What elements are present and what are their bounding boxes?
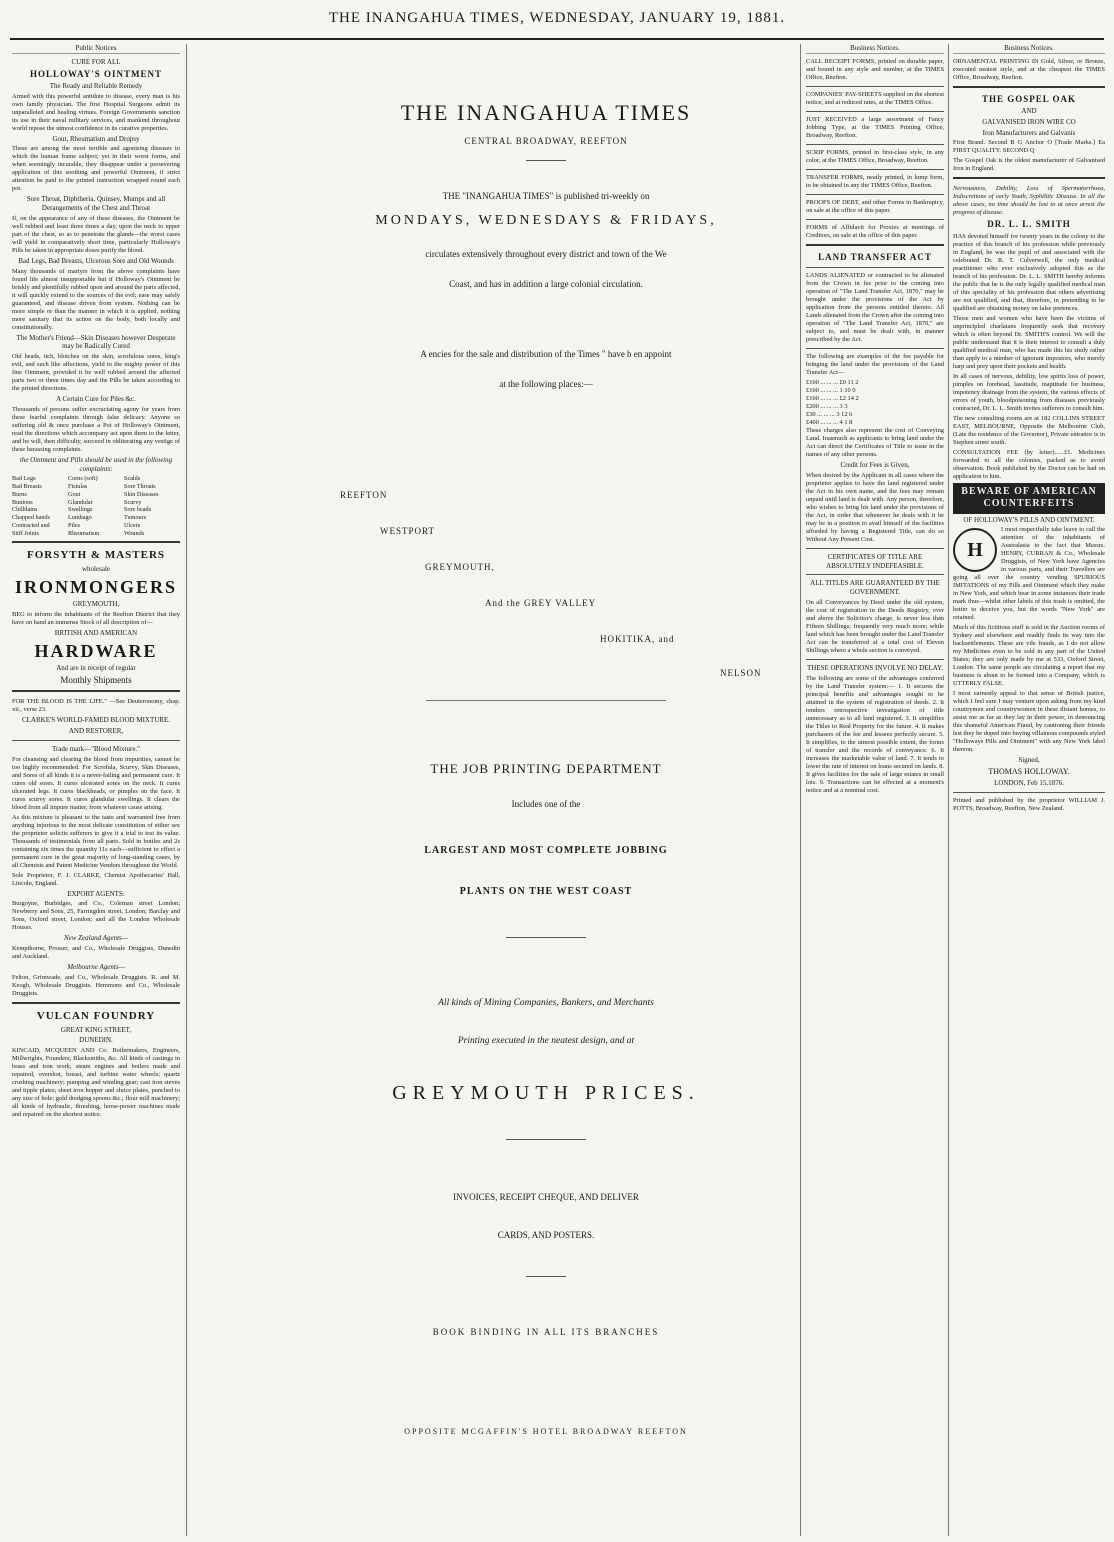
complaint-item: Skin Diseases: [124, 490, 159, 498]
vulcan-heading: VULCAN FOUNDRY: [36, 1009, 156, 1022]
hardware-heading: HARDWARE: [34, 640, 158, 661]
dr-smith-heading: DR. L. L. SMITH: [987, 219, 1071, 230]
col3-header: Business Notices.: [806, 44, 944, 54]
trade-mark-emblem-icon: H: [953, 528, 997, 572]
complaint-item: Chilblains: [12, 506, 38, 514]
credit-heading: Credit for Fees is Given,: [840, 461, 910, 469]
complaint-item: Scurvy: [124, 498, 142, 506]
place-nelson: NELSON: [720, 668, 762, 678]
complaint-item: Tumours: [124, 514, 147, 521]
great-king-label: GREAT KING STREET,: [60, 1025, 132, 1034]
dunedin-label: DUNEDIN.: [79, 1036, 113, 1045]
complaint-item: Burns: [12, 490, 27, 498]
iron-mf-label: Iron Manufacturers and Galvanis: [982, 128, 1076, 137]
col3-ad-5: TRANSFER FORMS, neatly printed, in lump form, to be obtained in any the TIMES Office, Reefton.: [806, 173, 944, 189]
complaint-item: Scalds: [124, 475, 141, 483]
left-para-12: KINCAID, MCQUEEN AND Co. Boilermakers, Engineers, Millwrights, Founders, Blacksmiths, &c. All kinds of castings in brass and iron work; steam engines and boilers made and repaired, overshot, breast, and turbine water wheels; quartz crushing machinery; pumping and winding gear; cast iron sieves and tipple plates; sheet iron hopper and sluice plates, punched to any size of hole; gold dredging spoons &c.; flour mill machinery; all kinds of hydraulic, threshing, horse-power machines made and repaired on the shortest notice.: [12, 1047, 180, 1118]
galv-heading: GALVANISED IRON WIRE CO: [982, 117, 1076, 126]
col3-ad-7: FORMS of Affidavit for Proxies at meetings of Creditors, on sale at the office of this paper.: [806, 223, 944, 239]
ad-circulates: circulates extensively throughout every district and town of the We: [425, 249, 667, 259]
lta-heading: LAND TRANSFER ACT: [818, 251, 932, 262]
place-westport: WESTPORT: [380, 526, 435, 536]
brand-line: First Brand. Second B G Anchor O [Trade Marks.] Ea FIRST QUALITY. SECOND Q: [953, 139, 1105, 155]
nervous-text: Nervousness, Debility, Loss of Spermatorrhoea, Indiscretions of early Youth, Syphilitic Disease. In all the above cases, no time should be lost to at once arrest the progress of disease.: [953, 185, 1105, 217]
ad-agencies: A encies for the sale and distribution of the Times " have b en appoint: [420, 349, 672, 359]
dept-printing: Printing executed in the neatest design, and at: [457, 1036, 635, 1046]
complaint-item: Bunions: [12, 498, 33, 506]
col3-ad-3: JUST RECEIVED a large assortment of Fancy Jobbing Type, at the TIMES Printing Office, Broadway, Reefton.: [806, 115, 944, 139]
top-rule: [10, 38, 1104, 40]
export-heading: EXPORT AGENTS:: [67, 889, 125, 898]
complaint-item: Sore Throats: [124, 483, 156, 490]
complaint-item: Stiff Joints: [12, 529, 39, 537]
forsyth-heading: FORSYTH & MASTERS: [26, 549, 166, 562]
holloway-signature: THOMAS HOLLOWAY.: [988, 767, 1070, 776]
dept-includes: Includes one of the: [511, 799, 581, 809]
complaints-list: [12, 475, 180, 537]
column-divider: [800, 44, 801, 1536]
piles-heading: A Certain Cure for Piles &c.: [56, 395, 136, 403]
complaint-item: Wounds: [124, 529, 145, 537]
complaint-item: Fistulas: [68, 483, 88, 490]
beware-banner: BEWARE OF AMERICAN COUNTERFEITS: [953, 483, 1105, 514]
place-hokitika: HOKITIKA, and: [600, 634, 675, 644]
col4-para-6: I most earnestly appeal to that sense of British justice, which I feel sure I may venture upon asking from my kind countrymen and countrywomen in these distant homes, to assist me as far as they lay in their power, in denouncing this shameful American Fraud, by cautioning their friends lest they be duped into buying villainous compounds styled "Holloways Pills and Ointment" with any New York label thereon.: [953, 690, 1105, 754]
dept-binding: BOOK BINDING IN ALL ITS BRANCHES: [432, 1327, 660, 1337]
place-reefton: REEFTON: [340, 490, 388, 500]
col3-para-6: The following are some of the advantages conferred by the Land Transfer system:— 1. It secures the principal benefits and advantages sought to be attained in the system of registration of deeds. 2. It renders retrospective investigation of title unnecessary as to all land registered. 3. It simplifies the Titles to Real Property for the future. 4. It makes purchasers of the fee and lessees perfectly secure. 5. It simplifies, to the utmost possible extent, the forms of transfer and the records of conveyance. 6. It increases the marketable value of land. 7. It tends to lower the rate of interest on loans secured on lands. 8. It gives facilities for the sale of large estates in small lots. 9. Transactions can be effected at a moment's notice and at a nominal cost.: [806, 674, 944, 794]
complaint-item: Corns (soft): [68, 475, 98, 483]
complaint-item: Swellings: [68, 506, 93, 514]
holloway-heading: HOLLOWAY'S OINTMENT: [30, 68, 162, 79]
complaint-item: Chapped hands: [12, 514, 50, 521]
left-para-5: Old heads, itch, blotches on the skin, scrofulous sores, king's evil, and such like affections, yield to the mighty power of this fine Ointment, provided it be well rubbed around the affected parts two or three times day and the Pills be taken according to the printed directions.: [12, 353, 180, 392]
col4-para-3: In all cases of nervous, debility, low spirits loss of power, pimples on forehead, lassitude, inaptitude for business, impotency drainage from the system, the various effects of errors of youth, bloodpoisoning from diseases previously contracted, Dr. L. L. Smith invites sufferers to consult him.: [953, 372, 1105, 412]
fee-row: £30 ... ... ... 3 12 6: [806, 411, 853, 418]
left-para-2: These are among the most terrible and agonising diseases to which the human frame subject; yet in their worst forms, and when seemingly incurable, they disappear under a persevering application of this soothing and powerful Ointment, if strict attention be paid to the printed instruction wrapped round each pot.: [12, 145, 180, 193]
dept-largest: LARGEST AND MOST COMPLETE JOBBING: [424, 845, 668, 856]
complaint-item: Rheumatism: [68, 529, 100, 537]
ad-days: MONDAYS, WEDNESDAYS & FRIDAYS,: [375, 213, 717, 228]
fee-text: CONSULTATION FEE (by letter)......£1. Medicines forwarded to all the colonies, packed as to avoid observation. Book published by the Doctor can be had on application to him.: [953, 448, 1105, 480]
monthly-label: Monthly Shipments: [60, 675, 132, 685]
gout-heading: Gout, Rheumatism and Dropsy: [52, 134, 140, 143]
complaint-item: Contracted and: [12, 521, 50, 529]
dept-invoices: INVOICES, RECEIPT CHEQUE, AND DELIVER: [453, 1192, 639, 1202]
dept-heading: THE JOB PRINTING DEPARTMENT: [430, 761, 662, 776]
ornamental-ad: ORNAMENTAL PRINTING IN Gold, Silver, or Bronze, executed neatest style, and at the cheapest the TIMES Office, Broadway, Reefton.: [953, 57, 1105, 81]
remedy-heading: The Ready and Reliable Remedy: [49, 81, 143, 90]
col4-para-2: Those men and women who have been the victims of unprincipled charlatans frequently seek that recovery which is often beyond Dr. SMITH'S control. We will the public understand that it is their interest to consult a duly qualified medical man, who has made this his study rather than apply to a number of ignorant impostors, who merely harp and prey upon their pockets and health.: [953, 314, 1105, 370]
ad-places-intro: at the following places:—: [499, 379, 593, 389]
restorer-heading: AND RESTORER,: [68, 727, 124, 735]
british-label: BRITISH AND AMERICAN: [54, 629, 138, 637]
column-3: [806, 44, 944, 1536]
complaint-item: Sore heads: [124, 506, 151, 514]
fee-row: £100 ... ... ... £0 11 2: [806, 379, 859, 386]
col3-ad-4: SCRIP FORMS, printed in first-class style, in any color, at the TIMES Office, Broadway, Reefton.: [806, 148, 944, 164]
nz-heading: New Zealand Agents—: [63, 934, 129, 943]
melb-heading: Melbourne Agents—: [67, 963, 125, 971]
ad-title: THE INANGAHUA TIMES: [400, 100, 692, 125]
col4-para-5: Much of this fictitious stuff is sold in the Auction rooms of Sydney and elsewhere and readily finds its way into the backsettlements. These are vile frauds, as I do not allow my Medicines even to be sold in any part of the United States; they are only made by me at 533, Oxford Street, London. The same people are circulating a report that my business is about to be formed into a Company, which is UTTERLY FALSE.: [953, 624, 1105, 688]
used-heading: the Ointment and Pills should be used in the following complaints:: [19, 455, 173, 473]
col3-ad-2: COMPANIES' PAY-SHEETS supplied on the shortest notice, and at reduced rates, at the TIMES Office.: [806, 90, 944, 106]
left-para-3: If, on the appearance of any of these diseases, the Ointment be well rubbed and least three times a day, upon the neck to upper part of the chest, so as to penetrate the glands—the worst cases will yield in comparatively short time, particularly Holloway's Pills be taken in appropriate doses purify the blood.: [12, 214, 180, 254]
sole-proprietor: Sole Proprietor, F. J. CLARKE, Chemist Apothecaries' Hall, Lincoln, England.: [12, 871, 180, 887]
complaint-item: Bad Legs: [12, 475, 36, 483]
dept-prices: GREYMOUTH PRICES.: [392, 1082, 700, 1104]
left-para-4: Many thousands of martyrs from the above complaints have found life almost insupportable but if Holloway's Ointment be briskly and plentifully rubbed upon and around the parts affected, it will quickly extend to the sources of the evil; ease may safely guaranteed, and disease driven from system. Nothing can be more simple or than the manner in which it is applied, nothing more sanitary that its action on the body, both locally and constitutionally.: [12, 267, 180, 331]
ops-heading: THESE OPERATIONS INVOLVE NO DELAY.: [806, 663, 944, 672]
column-left: [12, 44, 180, 1536]
ad-published: THE "INANGAHUA TIMES" is published tri-weekly on: [442, 191, 650, 201]
ad-address: CENTRAL BROADWAY, REEFTON: [464, 136, 628, 146]
column-divider: [948, 44, 949, 1536]
col3-para-3: These charges also represent the cost of Conveying Land. Inasmuch as applicants to bring land under the Act can direct the Certificates of Title to issue in the names of any other persons.: [806, 427, 944, 458]
printed-by: Printed and published by the proprietor WILLIAM J. POTTS, Broadway, Reefton, New Zealand.: [953, 796, 1105, 812]
legs-heading: Bad Legs, Bad Breasts, Ulcerous Sore and Old Wounds: [18, 256, 174, 265]
wholesale-label: wholesale: [82, 565, 110, 573]
mother-heading: The Mother's Friend—Skin Diseases however Desperate may be Radically Cured: [16, 333, 176, 351]
left-para-beg: BEG to inform the inhabitants of the Reefton District that they have on hand an immense Stock of all description of—: [12, 611, 180, 626]
left-para-11: Felton, Grimwade, and Co., Wholesale Druggists. R. and M. Keogh, Wholesale Druggists. Hemmons and Co., Wholesale Druggists.: [12, 973, 180, 997]
complaint-item: Piles: [68, 521, 81, 529]
left-header: Public Notices: [12, 44, 180, 54]
complaint-item: Ulcers: [124, 521, 141, 529]
london-date: LONDON, Feb 15,1876.: [994, 779, 1064, 787]
place-greymouth: GREYMOUTH,: [425, 562, 495, 572]
fee-row: £200 ... ... ... 3 3: [806, 403, 848, 410]
job-printing-section: [296, 700, 796, 1520]
blood-lead: FOR THE BLOOD IS THE LIFE." —See Deuteronomy, chap. xii., verse 23.: [12, 698, 180, 714]
gospel-and: AND: [1021, 107, 1037, 115]
left-para-7: For cleansing and clearing the blood from impurities, cannot be too highly recommended. For Scrofula, Scurvy, Skin Diseases, and Sores of all kinds it is a never-failing and permanent cure. It cures old sores. It cures ulcerated sores on the neck. It cures ulcerated legs. It cures blackheads, or pimples on the face. It cures scurvy sores. It cures glandular swellings. It clears the blood from all impure matter, from whatever cause arising.: [12, 755, 180, 811]
trade-mark: Trade mark—"Blood Mixture.": [51, 744, 141, 753]
sore-heading: Sore Throat, Diphtheria, Quinsey, Mumps and all Derangements of the Chest and Throat: [26, 195, 166, 212]
gospel-oak-text: The Gospel Oak is the oldest manufacturer of Galvanised Iron in England.: [953, 157, 1105, 173]
greymouth-label: GREYMOUTH,: [72, 600, 120, 609]
masthead: THE INANGAHUA TIMES, WEDNESDAY, JANUARY 19, 1881.: [328, 10, 786, 26]
signed-label: Signed,: [1018, 756, 1040, 765]
dept-footer: OPPOSITE MCGAFFIN'S HOTEL BROADWAY REEFTON: [404, 1427, 688, 1436]
fee-row: £400 ... ... ... 4 1 8: [806, 419, 853, 426]
column-4: [953, 44, 1105, 1536]
col4-para-1: HAS devoted himself for twenty years in the colony to the practice of this branch of his profession while previously in England, he was the pupil of and associated with the celebrated Dr. R. T. Culverwell, the only medical practitioner who ever exclusively adopted this as the branch of his profession. Dr. L. L. SMITH hereby informs the public that he is the only legally qualified medical man of this speciality of his profession that others advertising are not qualified, and that, therefore, in pretending to be qualified are obtaining money on false pretences.: [953, 232, 1105, 312]
complaint-item: Lumbago: [68, 514, 92, 521]
place-grey-valley: And the GREY VALLEY: [485, 598, 597, 608]
complaint-item: Gout: [68, 490, 81, 498]
consult-text: The new consulting rooms are at 182 COLLINS STREET EAST, MELBOURNE, Opposite the Melbourne Club, (Late the residence of the Governor), Private entrance is in Stephen street south.: [953, 414, 1105, 446]
dept-cards: CARDS, AND POSTERS.: [497, 1230, 595, 1240]
fee-table: [806, 379, 944, 427]
left-para-6: Thousands of persons suffer excruciating agony for years from these fearful complaints through false delicacy. Anyone so suffering old & once purchase a Pot of Holloway's Ointment, read the directions which accompany act upon them to the letter, and he will, then difficulty, succeed in obliterating any vestige of these harassing complaints.: [12, 405, 180, 453]
col4-para-4: H I most respectfully take leave to call the attention of the inhabitants of Australasia to the fact that Messrs. HENRY, CURRAN & Co., Wholesale Druggists, of New York have Agencies in various parts, and their Travellers are going all over the country vending SPURIOUS IMITATIONS of my Pills and Ointment which they make in New York, and which bear in some instances their trade mark thus—whilst other labels of this trash is omitted, the better to deceive you, but the words "New York" are retained.: [953, 526, 1105, 622]
col3-ad-6: PROOFS OF DEBT, and other Forms in Bankruptcy, on sale at the office of this paper.: [806, 198, 944, 214]
receipt-label: And are in receipt of regular: [56, 664, 136, 673]
left-para-10: Kempthorne, Prosser, and Co., Wholesale Druggists, Dunedin and Auckland.: [12, 945, 180, 960]
ad-coast: Coast, and has in addition a large colonial circulation.: [449, 279, 643, 289]
col3-para-4: When desired by the Applicant in all cases where the proprietor applies to have the land registered under the Act in his own name, and the fees may remain unpaid until land is dealt with. Any person, therefore, who wishes to bring his land under the provisions of the Act, in order that whenever he deals with it he may be in a position to avail himself of the facilities afforded by having a Registered Title, can do so Without Any Present Cost.: [806, 471, 944, 543]
fee-row: £100 ... ... ... £2 14 2: [806, 395, 859, 402]
complaint-item: Bad Breasts: [12, 483, 42, 490]
col3-ad-1: CALL RECEIPT FORMS, printed on durable paper, and bound in any style and number, at the TIMES Office, Reefton.: [806, 57, 944, 81]
holloway-pills-heading: OF HOLLOWAY'S PILLS AND OINTMENT.: [963, 515, 1095, 524]
complaint-item: Glandular: [68, 498, 93, 506]
all-titles-heading: ALL TITLES ARE GUARANTEED BY THE GOVERNMENT.: [810, 579, 940, 596]
left-para-9: Burgoyne, Burbidges, and Co., Coleman street London; Newberry and Sons, 25, Farringdon street, London; Barclay and Sons, Oxford street, London; and all the London Wholesale Houses.: [12, 900, 180, 932]
gospel-heading: THE GOSPEL OAK: [981, 93, 1077, 104]
fee-row: £100 ... ... ... 1 10 0: [806, 387, 856, 394]
dept-mining: All kinds of Mining Companies, Bankers, and Merchants: [438, 998, 654, 1008]
column-divider: [186, 44, 187, 1536]
left-para-1: Armed with this powerful antidote to disease, every man is his own family physician. The first Hospital Surgeons admit its unparalleled and healing virtues. Foreign Governments sanction its use in their naval military services, and mankind throughout world repose the utmost confidence in its curative properties.: [12, 92, 180, 132]
col3-para-1: LANDS ALIENATED or contracted to be alienated from the Crown in fee prior to the coming into operation of "The Land Transfer Act, 1870," may be brought under the provisions of the Act by application from the persons entitled thereto. All Lands alienated from the Crown after the coming into operation of "The Land Transfer Act, 1870," are subject to, and must be dealt with, in manner prescribed by the Act.: [806, 272, 944, 343]
left-para-8: As this mixture is pleasant to the taste and warranted free from anything injurious to the most delicate constitution of either sex the proprietor solicits sufferers to give it a trial to test its value. Thousands of testimonials from all parts. Sold in bottles and 2s containing six times the quantity 11s each—sufficient to effect a permanent cure in the great majority of long-standing cases, by all Chemists and Patent Medicine Vendors throughout the World.: [12, 813, 180, 869]
clarke-heading: CLARKE'S WORLD-FAMED BLOOD MIXTURE.: [21, 716, 170, 725]
col3-para-5: On all Conveyances by Deed under the old system, the cost of registration in the Deeds Registry, over and above the Solicitor's charge, is never less than Fifteen Shillings; frequently very much more; while land which has been brought under the Land Transfer Act can be transferred at a total cost of Eleven Shillings where a whole section is conveyed.: [806, 598, 944, 654]
dept-plants: PLANTS ON THE WEST COAST: [459, 886, 633, 897]
cure-heading: CURE FOR ALL: [71, 57, 121, 66]
ironmongers-heading: IRONMONGERS: [14, 576, 177, 597]
col4-header: Business Notices.: [953, 44, 1105, 54]
col3-para-2: The following are examples of the fee payable for bringing the land under the provisions of the Land Transfer Act—: [806, 353, 944, 376]
cert-heading: CERTIFICATES OF TITLE ARE ABSOLUTELY INDEFEASIBLE.: [826, 552, 924, 570]
